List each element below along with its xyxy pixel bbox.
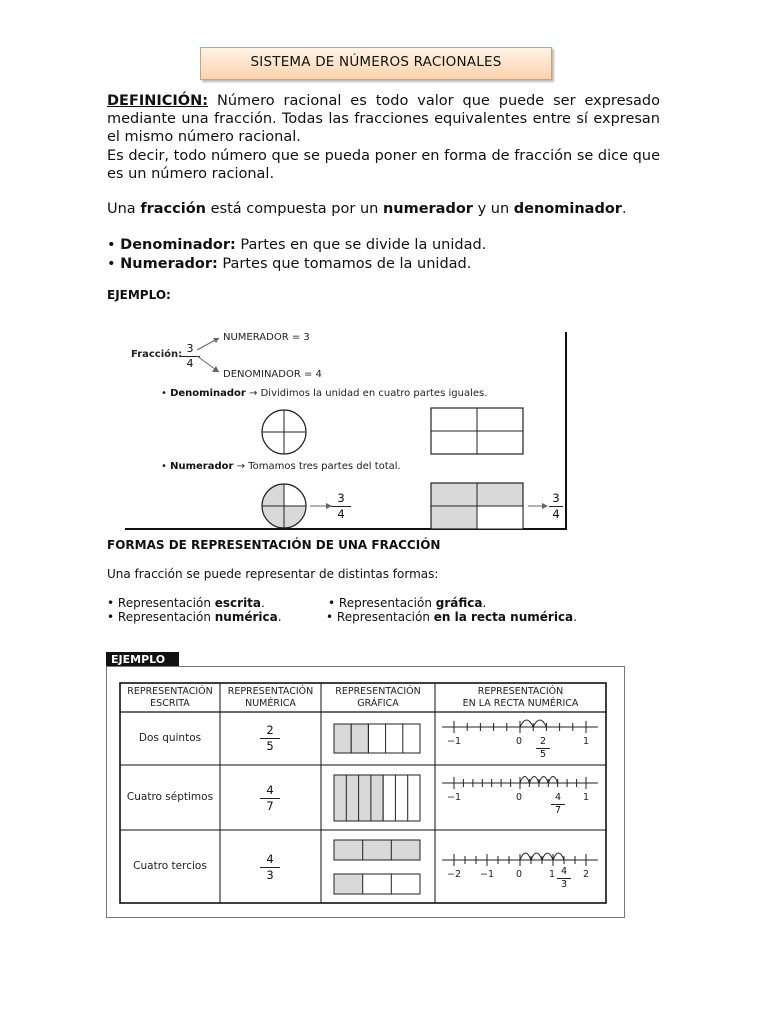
header-line: ESCRITA	[150, 698, 190, 709]
page-title: SISTEMA DE NÚMEROS RACIONALES	[200, 47, 552, 80]
denominator-label: DENOMINADOR = 4	[223, 369, 322, 380]
forms-heading: FORMAS DE REPRESENTACIÓN DE UNA FRACCIÓN	[107, 538, 441, 552]
written-two-fifths: Dos quintos	[138, 732, 202, 744]
text: • Representación	[107, 610, 215, 624]
numerator: 4	[260, 783, 280, 799]
number-line-two-fifths	[442, 720, 598, 733]
graphic-four-thirds	[334, 840, 420, 894]
bullet-text: Partes que tomamos de la unidad.	[217, 256, 472, 272]
number-line-four-thirds	[442, 853, 598, 866]
denominator: 5	[539, 749, 547, 760]
definition-text: Número racional es todo valor que puede ser expresado mediante una fracción. Todas las fracciones equivalentes entre sí expresan el mismo número racional.	[107, 93, 661, 145]
numerator: 2	[536, 736, 550, 749]
text: está compuesta por un	[206, 201, 383, 217]
numerator-label: NUMERADOR = 3	[223, 332, 310, 343]
bold-text: escrita	[214, 596, 262, 610]
denominator: 4	[552, 507, 560, 521]
line-fraction	[551, 792, 565, 817]
fraction-label: Fracción:	[131, 349, 183, 360]
numeric-four-thirds	[260, 852, 280, 883]
denominator: 5	[266, 739, 274, 753]
text: • Representación	[107, 596, 215, 610]
denominator: 7	[266, 799, 274, 813]
bullet-text: Partes en que se divide la unidad.	[235, 237, 487, 253]
header-line: GRÁFICA	[357, 698, 399, 709]
text: .	[277, 610, 282, 624]
definition-text-2: Es decir, todo número que se pueda poner en forma de fracción se dice que es un número racional.	[107, 148, 660, 182]
tick-label: −1	[447, 792, 462, 803]
numerator: 3	[180, 342, 200, 357]
number-line-four-sevenths	[442, 777, 598, 790]
text: Una	[107, 201, 141, 217]
numerator: 4	[557, 866, 571, 879]
term-denominador: denominador	[513, 201, 622, 217]
numerator: 3	[331, 491, 351, 507]
tick-label: 0	[516, 792, 523, 803]
bold-text: numérica	[214, 610, 278, 624]
bullet-text: Tomamos tres partes del total.	[248, 461, 401, 472]
tick-label: 0	[516, 736, 523, 747]
denominator-bullet: • Denominador → Dividimos la unidad en cuatro partes iguales.	[161, 388, 488, 399]
bold-text: gráfica	[435, 596, 483, 610]
example-tag: EJEMPLO	[106, 652, 179, 667]
bullet-term: Numerador	[170, 461, 234, 472]
header-line: REPRESENTACIÓN	[477, 686, 564, 697]
tick-label: 2	[583, 869, 590, 880]
bullet-denominador: • Denominador: Partes en que se divide la unidad.	[107, 237, 487, 253]
header-line: EN LA RECTA NUMÉRICA	[462, 698, 579, 709]
header-numeric	[220, 686, 321, 710]
text: .	[482, 596, 487, 610]
numerator: 2	[260, 723, 280, 739]
term-numerador: numerador	[382, 201, 473, 217]
bullet-term: Denominador	[170, 388, 246, 399]
definition-label: DEFINICIÓN:	[107, 93, 209, 109]
line-fraction	[536, 736, 550, 761]
header-graphic	[321, 686, 435, 710]
arrow-icon: →	[236, 461, 245, 472]
tick-label: 1	[583, 736, 590, 747]
header-number-line	[435, 686, 606, 710]
text: .	[573, 610, 577, 624]
denominator: 3	[560, 879, 568, 890]
denominator: 4	[337, 507, 345, 521]
bullet-term: Numerador:	[120, 256, 218, 272]
line-fraction	[557, 866, 571, 891]
text: • Representación	[326, 610, 434, 624]
bullet-term: Denominador:	[120, 237, 236, 253]
written-four-thirds: Cuatro tercios	[133, 860, 207, 872]
tick-label: 1	[549, 869, 556, 880]
forms-intro: Una fracción se puede representar de distintas formas:	[107, 567, 439, 581]
header-line: NUMÉRICA	[245, 698, 296, 709]
bold-text: en la recta numérica	[433, 610, 574, 624]
written-four-sevenths: Cuatro séptimos	[126, 791, 214, 803]
example-label: EJEMPLO:	[107, 288, 171, 302]
tick-label: −2	[447, 869, 462, 880]
numerator: 3	[549, 491, 563, 507]
numerator: 4	[551, 792, 565, 805]
arrow-icon: →	[249, 388, 258, 399]
denominator: 3	[266, 868, 274, 882]
bullet-numerador: • Numerador: Partes que tomamos de la unidad.	[107, 256, 472, 272]
text: y un	[472, 201, 514, 217]
tick-label: 0	[516, 869, 523, 880]
header-written	[120, 686, 220, 710]
numeric-two-fifths	[260, 723, 280, 754]
header-line: REPRESENTACIÓN	[335, 686, 421, 697]
numerator-bullet: • Numerador → Tomamos tres partes del total.	[161, 461, 401, 472]
graphic-two-fifths	[334, 724, 420, 753]
numeric-four-sevenths	[260, 783, 280, 814]
denominator: 7	[554, 805, 562, 816]
bullet-text: Dividimos la unidad en cuatro partes iguales.	[260, 388, 488, 399]
numerator: 4	[260, 852, 280, 868]
tick-label: 1	[583, 792, 590, 803]
term-fraccion: fracción	[140, 201, 207, 217]
text: • Representación	[328, 596, 436, 610]
tick-label: −1	[480, 869, 495, 880]
graphic-four-sevenths	[334, 775, 420, 821]
header-line: REPRESENTACIÓN	[127, 686, 213, 697]
tick-label: −1	[447, 736, 462, 747]
text: .	[621, 201, 627, 217]
text: .	[261, 596, 265, 610]
header-line: REPRESENTACIÓN	[227, 686, 314, 697]
denominator: 4	[186, 357, 194, 370]
